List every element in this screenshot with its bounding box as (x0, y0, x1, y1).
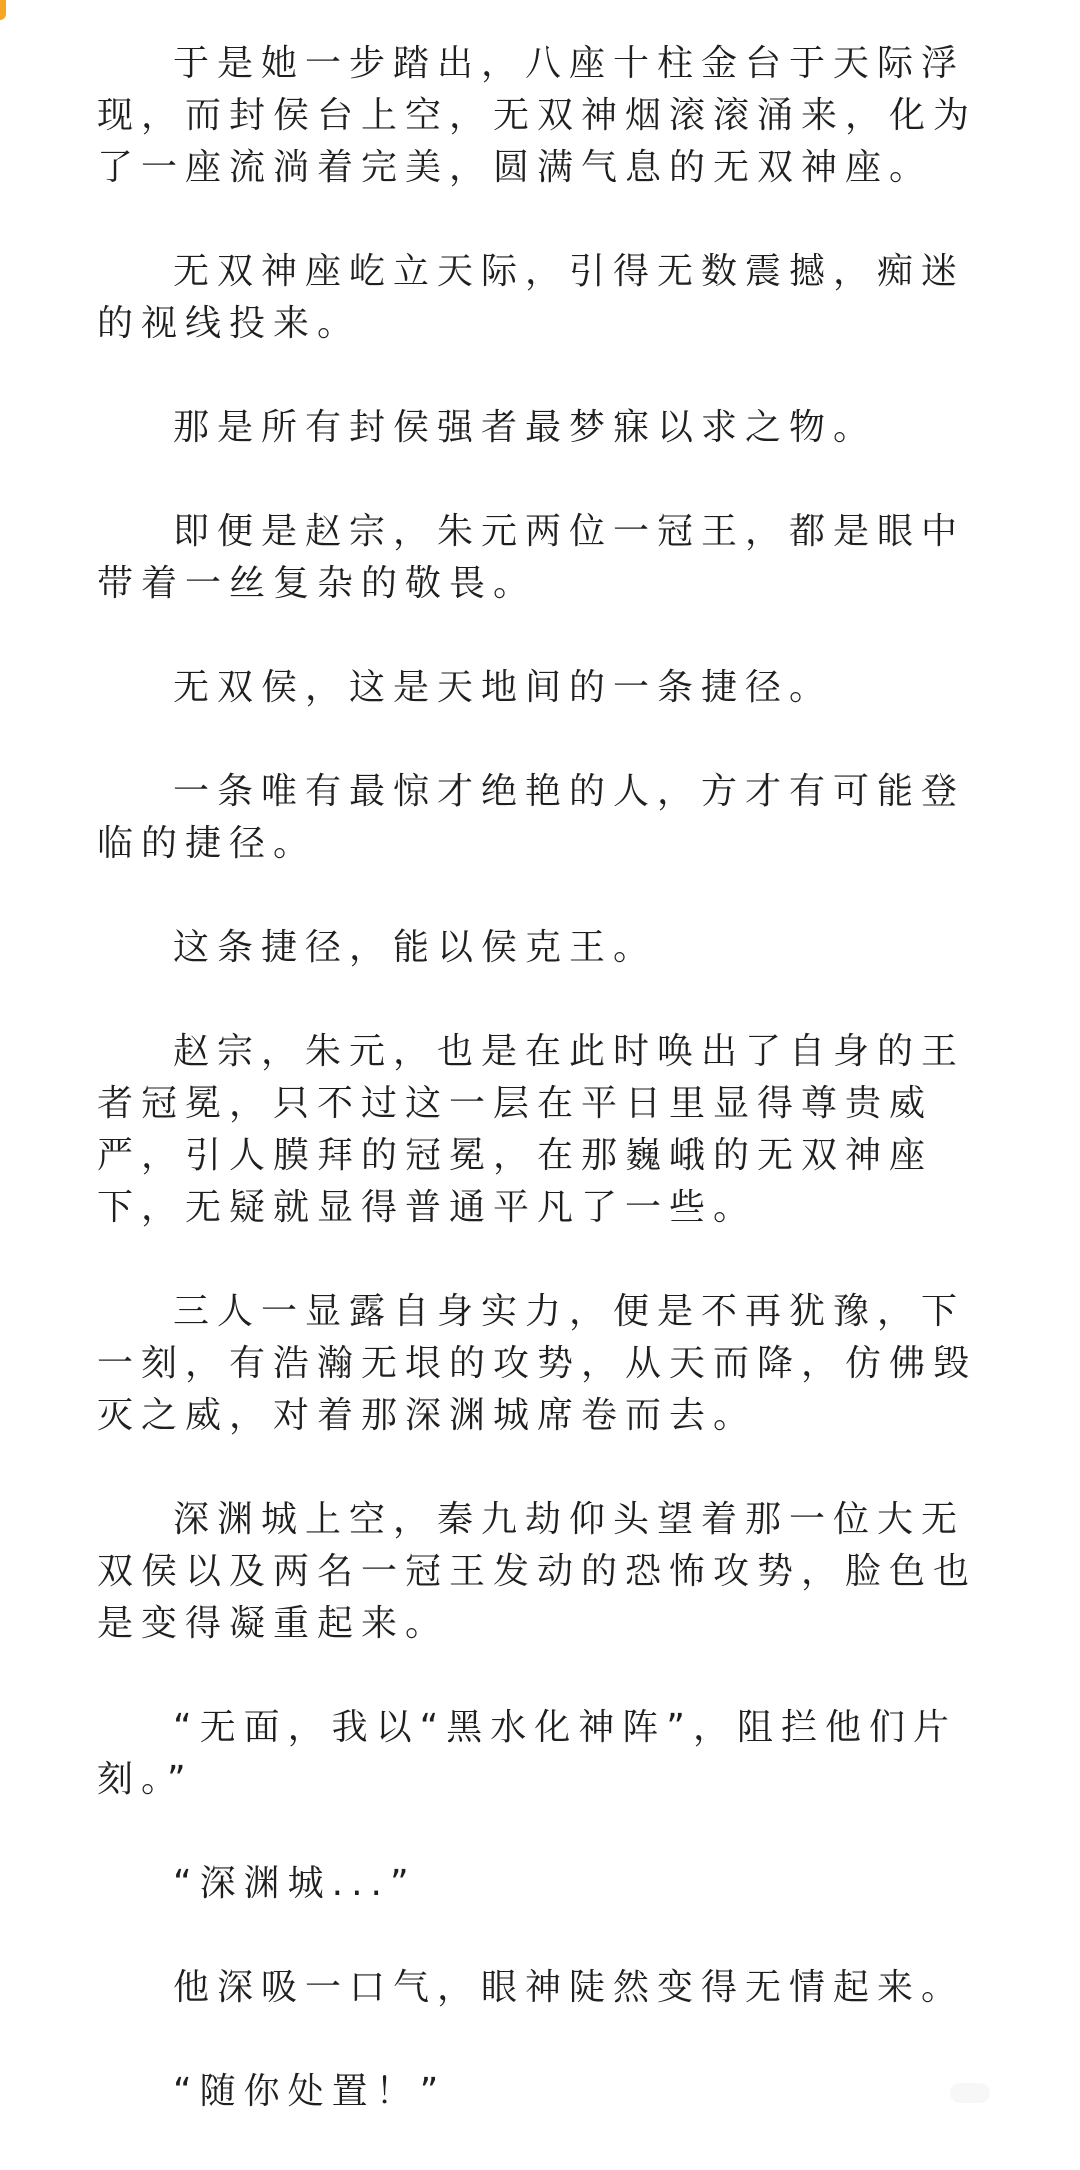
paragraph-8: 赵宗，朱元，也是在此时唤出了自身的王者冠冕，只不过这一层在平日里显得尊贵威严，引人膜拜的冠冕，在那巍峨的无双神座下，无疑就显得普通平凡了一些。 (97, 1031, 966, 1228)
paragraph-1: 于是她一步踏出，八座十柱金台于天际浮现，而封侯台上空，无双神烟滚滚涌来，化为了一座流淌着完美，圆满气息的无双神座。 (97, 43, 978, 188)
paragraph-3: 那是所有封侯强者最梦寐以求之物。 (173, 407, 878, 448)
paragraph-7: 这条捷径，能以侯克王。 (173, 927, 658, 968)
paragraph-10: 深渊城上空，秦九劫仰头望着那一位大无双侯以及两名一冠王发动的恐怖攻势，脸色也是变得凝重起来。 (97, 1499, 978, 1644)
paragraph-11: “无面，我以“黑水化神阵”，阻拦他们片刻。” (97, 1707, 957, 1800)
paragraph-13: 他深吸一口气，眼神陡然变得无情起来。 (173, 1967, 966, 2008)
paragraph-6: 一条唯有最惊才绝艳的人，方才有可能登临的捷径。 (97, 771, 966, 864)
paragraph-4: 即便是赵宗，朱元两位一冠王，都是眼中带着一丝复杂的敬畏。 (97, 511, 966, 604)
paragraph-2: 无双神座屹立天际，引得无数震撼，痴迷的视线投来。 (97, 251, 966, 344)
scroll-indicator[interactable] (950, 2083, 990, 2103)
paragraph-5: 无双侯，这是天地间的一条捷径。 (173, 667, 834, 708)
paragraph-9: 三人一显露自身实力，便是不再犹豫，下一刻，有浩瀚无垠的攻势，从天而降，仿佛毁灭之威，对着那深渊城席卷而去。 (97, 1291, 978, 1436)
paragraph-12: “深渊城...” (173, 1863, 417, 1904)
paragraph-14: “随你处置！” (173, 2071, 447, 2112)
